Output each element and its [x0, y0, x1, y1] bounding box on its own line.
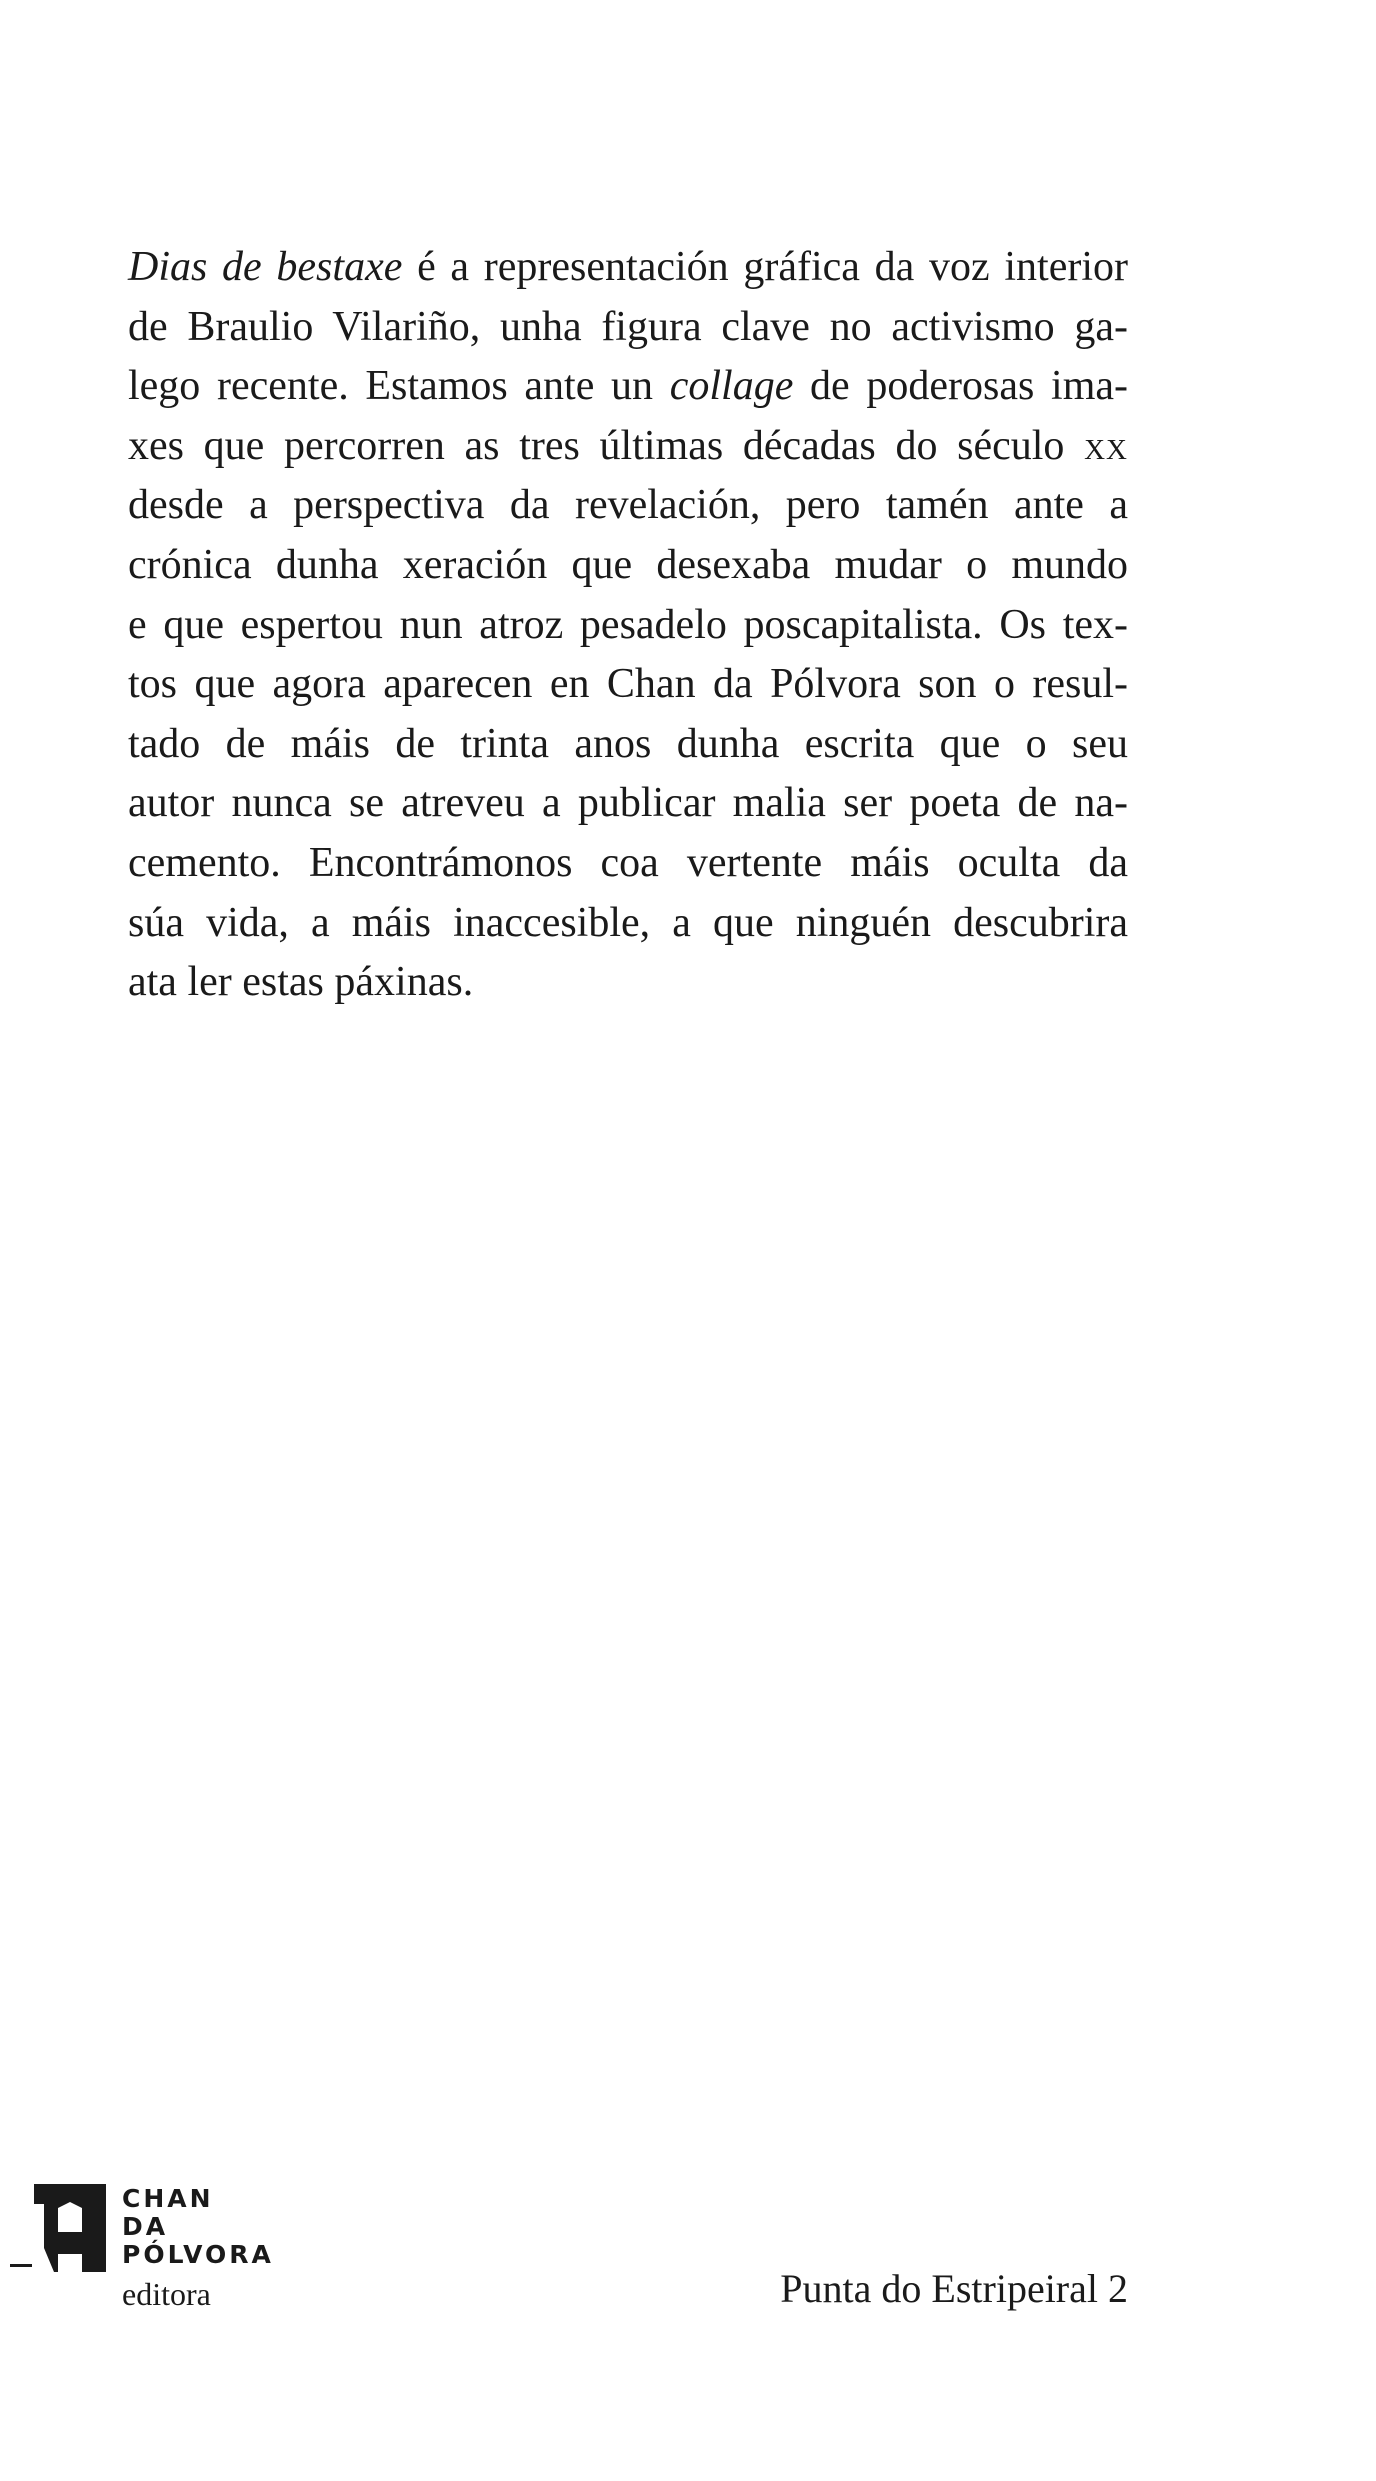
blurb-text: súa vida, a máis inaccesible, a que ninguén descubrira	[128, 899, 1128, 946]
blurb-text: autor nunca se atreveu a publicar malia ser poeta de na-	[128, 780, 1128, 827]
blurb-text: e que espertou nun atroz pesadelo poscapitalista. Os tex-	[128, 601, 1128, 648]
back-cover-blurb	[128, 238, 1128, 1013]
blurb-text: lego recente. Estamos ante un	[128, 363, 670, 410]
blurb-line	[128, 596, 1128, 656]
blurb-line	[128, 953, 1128, 1013]
blurb-text: tado de máis de trinta anos dunha escrita que o seu	[128, 720, 1128, 767]
blurb-line	[128, 476, 1128, 536]
blurb-line	[128, 536, 1128, 596]
series-label: Punta do Estripeiral 2	[780, 2266, 1128, 2311]
blurb-line	[128, 774, 1128, 834]
blurb-text: de poderosas ima-	[793, 363, 1128, 410]
blurb-text: crónica dunha xeración que desexaba mudar o mundo	[128, 541, 1128, 588]
blurb-text: tos que agora aparecen en Chan da Pólvora son o resul-	[128, 661, 1128, 708]
blurb-line	[128, 417, 1128, 477]
publisher-name	[122, 2185, 274, 2269]
blurb-line	[128, 894, 1128, 954]
blurb-line	[128, 298, 1128, 358]
blurb-text: cemento. Encontrámonos coa vertente máis oculta da	[128, 839, 1128, 886]
blurb-line	[128, 715, 1128, 775]
blurb-line	[128, 238, 1128, 298]
blurb-line	[128, 357, 1128, 417]
blurb-text: ata ler estas páxinas.	[128, 959, 474, 1006]
blurb-italic-text: Dias de bestaxe	[128, 244, 403, 290]
blurb-text: de Braulio Vilariño, unha figura clave no activismo ga-	[128, 303, 1128, 350]
publisher-name-line: PÓLVORA	[122, 2240, 274, 2269]
blurb-text: desde a perspectiva da revelación, pero tamén ante a	[128, 482, 1128, 529]
publisher-logo-icon	[34, 2184, 106, 2272]
blurb-text: é a representación gráfica da voz interior	[402, 244, 1128, 290]
blurb-line	[128, 834, 1128, 894]
blurb-text: xx	[1084, 422, 1128, 469]
logo-dash	[10, 2264, 32, 2267]
publisher-subtitle: editora	[122, 2276, 211, 2312]
publisher-name-line: DA	[122, 2212, 169, 2241]
publisher-name-line: CHAN	[122, 2184, 214, 2213]
blurb-text: xes que percorren as tres últimas décadas do século	[128, 422, 1085, 469]
blurb-line	[128, 655, 1128, 715]
blurb-italic-text: collage	[669, 363, 794, 410]
